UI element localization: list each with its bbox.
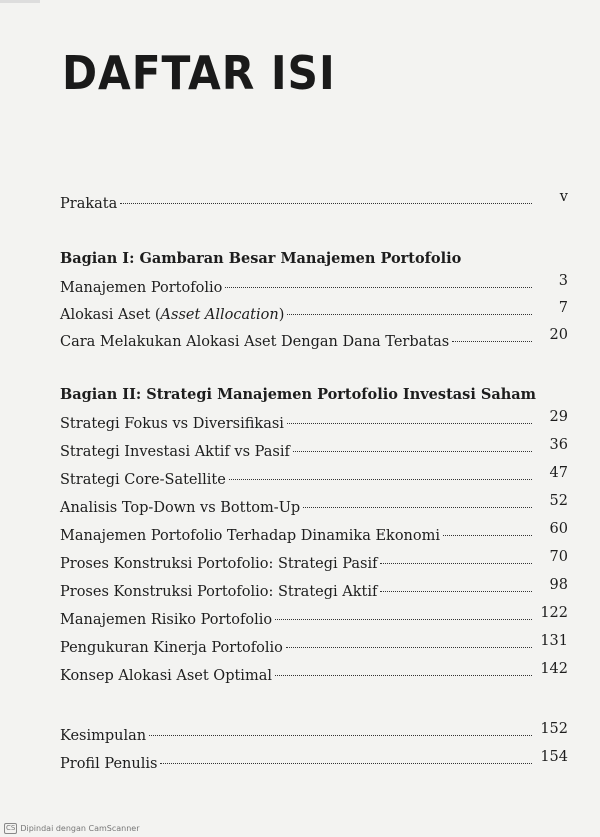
toc-entry <box>60 493 568 524</box>
toc-entry-page: v <box>559 189 568 205</box>
scanner-watermark <box>4 823 140 834</box>
toc-entry-page: 131 <box>540 633 568 649</box>
camscanner-logo-icon: CS <box>6 824 16 832</box>
toc-entry-page: 20 <box>549 327 568 343</box>
toc-entry-page: 142 <box>540 661 568 677</box>
leader-dots <box>293 451 532 452</box>
toc-entry <box>60 605 568 636</box>
toc-entry <box>60 437 568 468</box>
leader-dots <box>275 619 532 620</box>
toc-entry-label: Proses Konstruksi Portofolio: Strategi Aktif <box>60 584 378 600</box>
toc-entry-page: 7 <box>558 300 568 316</box>
toc-entry <box>60 633 568 664</box>
toc-entry-label: Profil Penulis <box>60 756 158 772</box>
leader-dots <box>149 735 532 736</box>
toc-entry-page: 52 <box>549 493 568 509</box>
toc-entry <box>60 661 568 692</box>
toc-entry-label: Strategi Investasi Aktif vs Pasif <box>60 444 290 460</box>
section-heading-bagian-2: Bagian II: Strategi Manajemen Portofolio Investasi Saham <box>60 386 537 403</box>
toc-entry-label: Manajemen Portofolio <box>60 280 223 296</box>
page-title: DAFTAR ISI <box>62 46 336 100</box>
toc-entry-page: 36 <box>549 437 568 453</box>
watermark-text: Dipindai dengan CamScanner <box>20 824 140 833</box>
toc-entry <box>60 721 568 752</box>
toc-entry-page: 122 <box>540 605 568 621</box>
toc-entry-prakata <box>60 189 568 220</box>
toc-entry <box>60 465 568 496</box>
toc-entry-label: Pengukuran Kinerja Portofolio <box>60 640 283 656</box>
toc-entry-page: 60 <box>549 521 568 537</box>
leader-dots <box>452 341 532 342</box>
toc-entry-label: Prakata <box>60 196 118 212</box>
toc-entry-label: Manajemen Portofolio Terhadap Dinamika Ekonomi <box>60 528 441 544</box>
toc-entry-label: Proses Konstruksi Portofolio: Strategi Pasif <box>60 556 378 572</box>
toc-entry-label: Strategi Core-Satellite <box>60 472 226 488</box>
toc-entry-label: Alokasi Aset (Asset Allocation) <box>60 307 285 323</box>
leader-dots <box>380 591 532 592</box>
toc-entry <box>60 521 568 552</box>
leader-dots <box>225 287 532 288</box>
toc-entry-page: 3 <box>558 273 568 289</box>
leader-dots <box>275 675 532 676</box>
leader-dots <box>380 563 532 564</box>
leader-dots <box>303 507 532 508</box>
toc-entry-label: Manajemen Risiko Portofolio <box>60 612 273 628</box>
toc-entry <box>60 327 568 358</box>
toc-entry <box>60 409 568 440</box>
leader-dots <box>229 479 532 480</box>
leader-dots <box>287 314 532 315</box>
leader-dots <box>120 203 532 204</box>
toc-entry <box>60 273 568 304</box>
leader-dots <box>160 763 532 764</box>
leader-dots <box>443 535 532 536</box>
toc-entry-page: 47 <box>549 465 568 481</box>
leader-dots <box>286 647 532 648</box>
toc-entry <box>60 300 568 331</box>
toc-entry-label: Analisis Top-Down vs Bottom-Up <box>60 500 301 516</box>
toc-entry-page: 70 <box>549 549 568 565</box>
toc-entry-label: Konsep Alokasi Aset Optimal <box>60 668 272 684</box>
toc-entry-page: 29 <box>549 409 568 425</box>
toc-entry <box>60 549 568 580</box>
section-heading-bagian-1: Bagian I: Gambaran Besar Manajemen Portofolio <box>60 250 462 267</box>
toc-entry <box>60 749 568 780</box>
toc-entry-label: Cara Melakukan Alokasi Aset Dengan Dana Terbatas <box>60 334 450 350</box>
toc-entry-page: 154 <box>540 749 568 765</box>
toc-entry <box>60 577 568 608</box>
leader-dots <box>287 423 532 424</box>
toc-entry-label: Strategi Fokus vs Diversifikasi <box>60 416 284 432</box>
toc-entry-label: Kesimpulan <box>60 728 147 744</box>
toc-entry-page: 98 <box>549 577 568 593</box>
toc-entry-page: 152 <box>540 721 568 737</box>
